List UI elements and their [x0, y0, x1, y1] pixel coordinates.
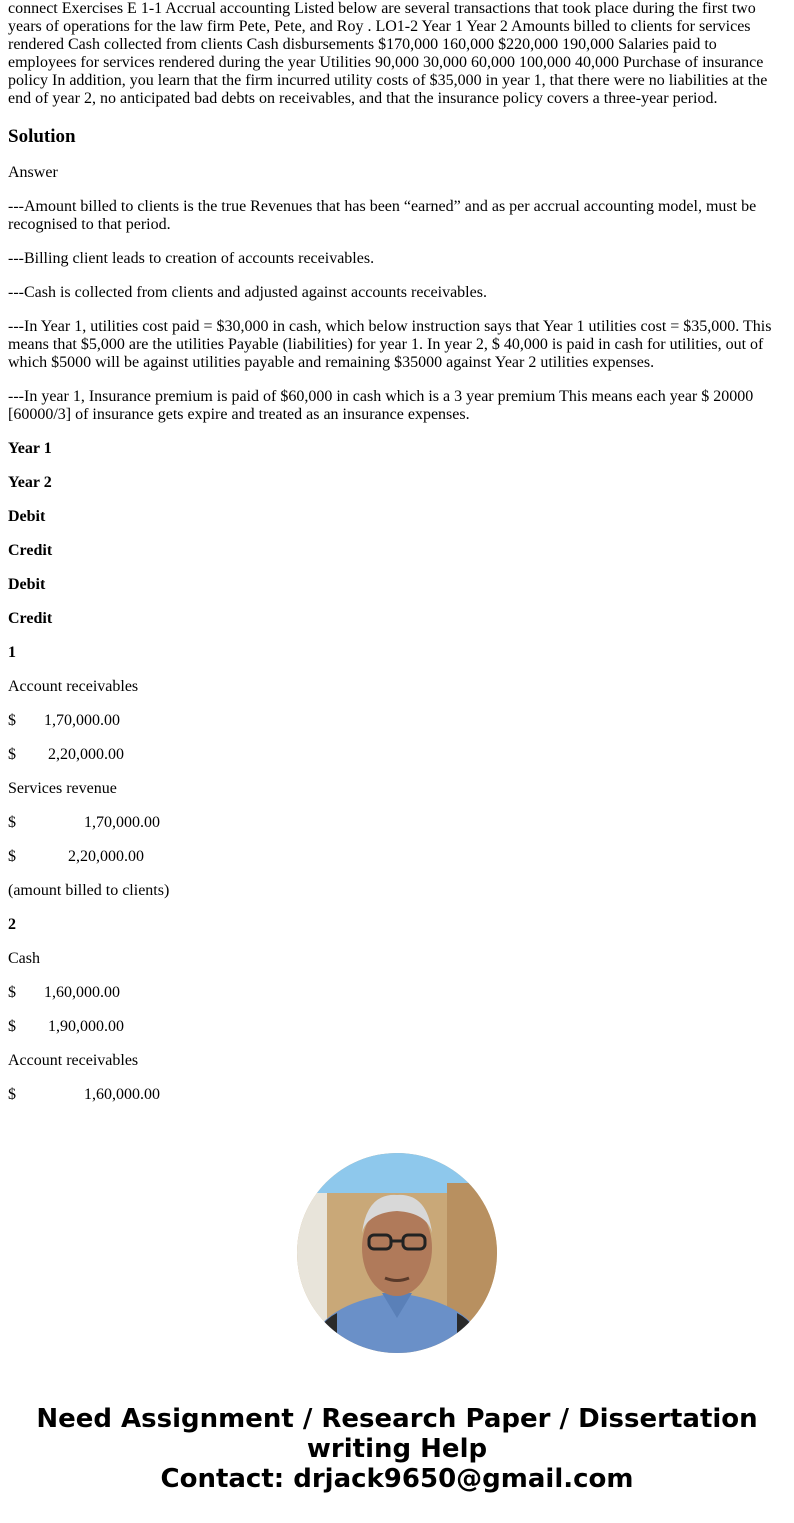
bold-text: 2 [8, 916, 16, 933]
solution-paragraph: Answer [8, 164, 58, 181]
solution-paragraph: $ 2,20,000.00 [8, 746, 124, 763]
solution-paragraph: ---Billing client leads to creation of accounts receivables. [8, 250, 375, 267]
bold-label [8, 576, 786, 594]
bold-text: Debit [8, 508, 46, 525]
solution-paragraph: $ 2,20,000.00 [8, 848, 144, 865]
footer-line-2: writing Help [306, 1434, 488, 1464]
solution-paragraph: Services revenue [8, 780, 117, 797]
solution-paragraph: $ 1,70,000.00 [8, 814, 160, 831]
bold-text: Year 2 [8, 474, 52, 491]
solution-paragraph: ---Cash is collected from clients and adjusted against accounts receivables. [8, 284, 487, 301]
bold-text: Credit [8, 610, 53, 627]
bold-label [8, 610, 786, 628]
author-avatar [297, 1153, 497, 1353]
solution-paragraph: ---Amount billed to clients is the true Revenues that has been “earned” and as per accrual accounting model, must be recognised to that period. [8, 198, 761, 233]
bold-text: Year 1 [8, 440, 52, 457]
solution-paragraph: (amount billed to clients) [8, 882, 170, 899]
solution-paragraph: Account receivables [8, 1052, 139, 1069]
solution-heading: Solution [8, 126, 76, 147]
solution-paragraph: ---In year 1, Insurance premium is paid of $60,000 in cash which is a 3 year premium This means each year $ 20000 [60000/3] of insurance gets expire and treated as an insurance expenses. [8, 388, 758, 423]
solution-paragraph: $ 1,70,000.00 [8, 712, 120, 729]
bold-label [8, 542, 786, 560]
solution-paragraph: $ 1,60,000.00 [8, 1086, 160, 1103]
bold-text: Debit [8, 576, 46, 593]
solution-paragraph: ---In Year 1, utilities cost paid = $30,000 in cash, which below instruction says that Year 1 utilities cost = $35,000. This means that $5,000 are the utilities Payable (liabilities) for year 1. In year 2, $ 40,000 is paid in cash for utilities, out of which $5000 will be against utilities payable and remaining $35000 against Year 2 utilities expenses. [8, 318, 776, 371]
bold-label [8, 644, 786, 662]
bold-label [8, 440, 786, 458]
solution-paragraph: $ 1,60,000.00 [8, 984, 120, 1001]
footer-line-1: Need Assignment / Research Paper / Dissertation [36, 1404, 758, 1434]
footer-banner [0, 1404, 794, 1494]
solution-paragraph: $ 1,90,000.00 [8, 1018, 124, 1035]
bold-label [8, 474, 786, 492]
author-portrait-image [297, 1153, 497, 1353]
bold-label [8, 916, 786, 934]
solution-paragraph: Account receivables [8, 678, 139, 695]
footer-contact: Contact: drjack9650@gmail.com [160, 1464, 634, 1494]
question-text: connect Exercises E 1-1 Accrual accounting Listed below are several transactions that took place during the first two years of operations for the law firm Pete, Pete, and Roy . LO1-2 Year 1 Year 2 Amounts billed to clients for services rendered Cash collected from clients Cash disbursements $170,000 160,000 $220,000 190,000 Salaries paid to employees for services rendered during the year Utilities 90,000 30,000 60,000 100,000 40,000 Purchase of insurance policy In addition, you learn that the firm incurred utility costs of $35,000 in year 1, that there were no liabilities at the end of year 2, no anticipated bad debts on receivables, and that the insurance policy covers a three-year period. [8, 0, 772, 107]
solution-body [8, 164, 786, 1104]
bold-text: 1 [8, 644, 16, 661]
bold-label [8, 508, 786, 526]
bold-text: Credit [8, 542, 53, 559]
solution-paragraph: Cash [8, 950, 40, 967]
